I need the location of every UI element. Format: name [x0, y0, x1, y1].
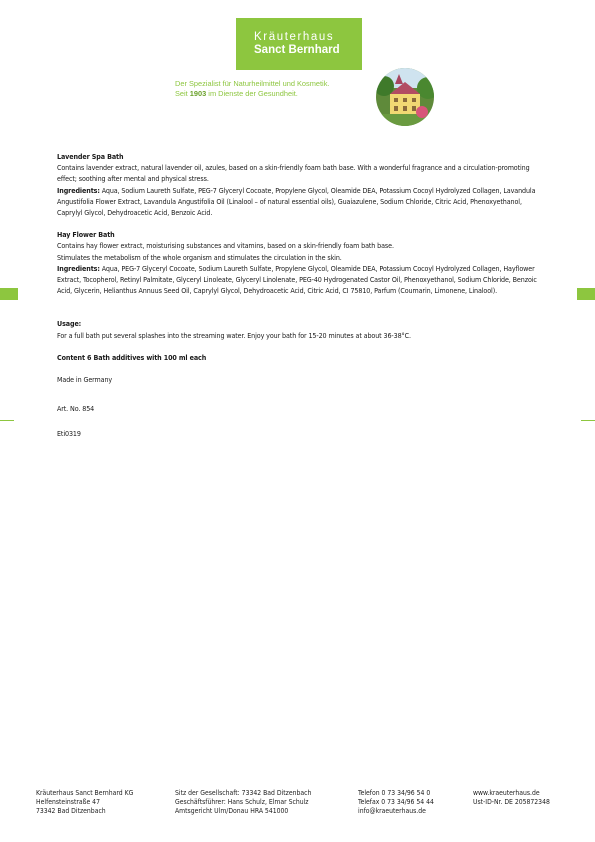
- lavender-title: Lavender Spa Bath: [57, 152, 124, 161]
- tagline-year: 1903: [189, 89, 207, 98]
- building-photo: [376, 68, 434, 126]
- left-punch-rule: [0, 420, 14, 421]
- brand-name-line2: Sanct Bernhard: [254, 44, 340, 56]
- hayflower-description-2: Stimulates the metabolism of the whole organism and stimulates the circulation in the skin.: [57, 252, 342, 262]
- brand-tagline: [175, 79, 375, 99]
- article-number: Art. No. 854: [57, 404, 95, 414]
- lavender-ingredients: Ingredients: Aqua, Sodium Laureth Sulfate, PEG-7 Glyceryl Cocoate, Propylene Glycol, Oleamide DEA, Potassium Cocoyl Hydrolyzed Collagen, Lavandula Angustifolia Flower Extract, Lavandula Angustifolia Oil (Linalool – of natural essential oils), Guaiazulene, Sodium Chloride, Citric Acid, Phenoxyethanol, Caprylyl Glycol, Dehydroacetic Acid, Benzoic Acid.: [57, 185, 536, 218]
- made-in: Made in Germany: [57, 375, 113, 385]
- hayflower-description-1: Contains hay flower extract, moisturising substances and vitamins, based on a skin-friendly foam bath base.: [57, 241, 394, 251]
- lavender-description: Contains lavender extract, natural lavender oil, azules, based on a skin-friendly foam bath base. With a wonderful fragrance and a circulation-promoting effect; soothing after mental and physical stress.: [57, 163, 530, 184]
- lavender-section: [57, 151, 547, 218]
- brand-name-line1: Kräuterhaus: [254, 31, 335, 43]
- footer-web: www.kraeuterhaus.de Ust-ID-Nr. DE 205872348: [473, 789, 550, 807]
- tagline-line1: Der Spezialist für Naturheilmittel und Kosmetik.: [175, 79, 330, 88]
- footer-company: Kräuterhaus Sanct Bernhard KG Helfensteinstraße 47 73342 Bad Ditzenbach: [36, 789, 134, 816]
- footer-contact: Telefon 0 73 34/96 54 0 Telefax 0 73 34/96 54 44 info@kraeuterhaus.de: [358, 789, 434, 816]
- usage-label: Usage:: [57, 319, 82, 329]
- hayflower-title: Hay Flower Bath: [57, 230, 115, 240]
- brand-logo: [236, 18, 362, 70]
- product-description: [57, 151, 547, 451]
- hayflower-ingredients: Ingredients: Aqua, PEG-7 Glyceryl Cocoate, Sodium Laureth Sulfate, Propylene Glycol, Oleamide DEA, Potassium Cocoyl Hydrolyzed Collagen, Hayflower Extract, Tocopherol, Retinyl Palmitate, Glyceryl Linoleate, Glyceryl Linolenate, PEG-40 Hydrogenated Castor Oil, Phenoxyethanol, Sodium Chloride, Benzoic Acid, Glycerin, Helianthus Annuus Seed Oil, Caprylyl Glycol, Dehydroacetic Acid, Citric Acid, CI 75810, Parfum (Coumarin, Limonene, Linalool).: [57, 263, 537, 296]
- right-punch-rule: [581, 420, 595, 421]
- footer-website-link[interactable]: www.kraeuterhaus.de: [473, 789, 540, 797]
- left-fold-mark: [0, 288, 18, 300]
- tagline-line2: Seit 1903 im Dienste der Gesundheit.: [175, 89, 298, 98]
- usage-section: [57, 318, 547, 340]
- hayflower-section: [57, 229, 547, 296]
- footer-email-link[interactable]: info@kraeuterhaus.de: [358, 807, 426, 816]
- footer-legal: Sitz der Gesellschaft: 73342 Bad Ditzenbach Geschäftsführer: Hans Schulz, Elmar Schulz Amtsgericht Ulm/Donau HRA 541000: [175, 789, 312, 816]
- right-fold-mark: [577, 288, 595, 300]
- content-note: Content 6 Bath additives with 100 ml each: [57, 352, 207, 362]
- usage-text: For a full bath put several splashes into the streaming water. Enjoy your bath for 15-20 minutes at about 36-38°C.: [57, 330, 411, 340]
- eti-code: Eti0319: [57, 429, 81, 439]
